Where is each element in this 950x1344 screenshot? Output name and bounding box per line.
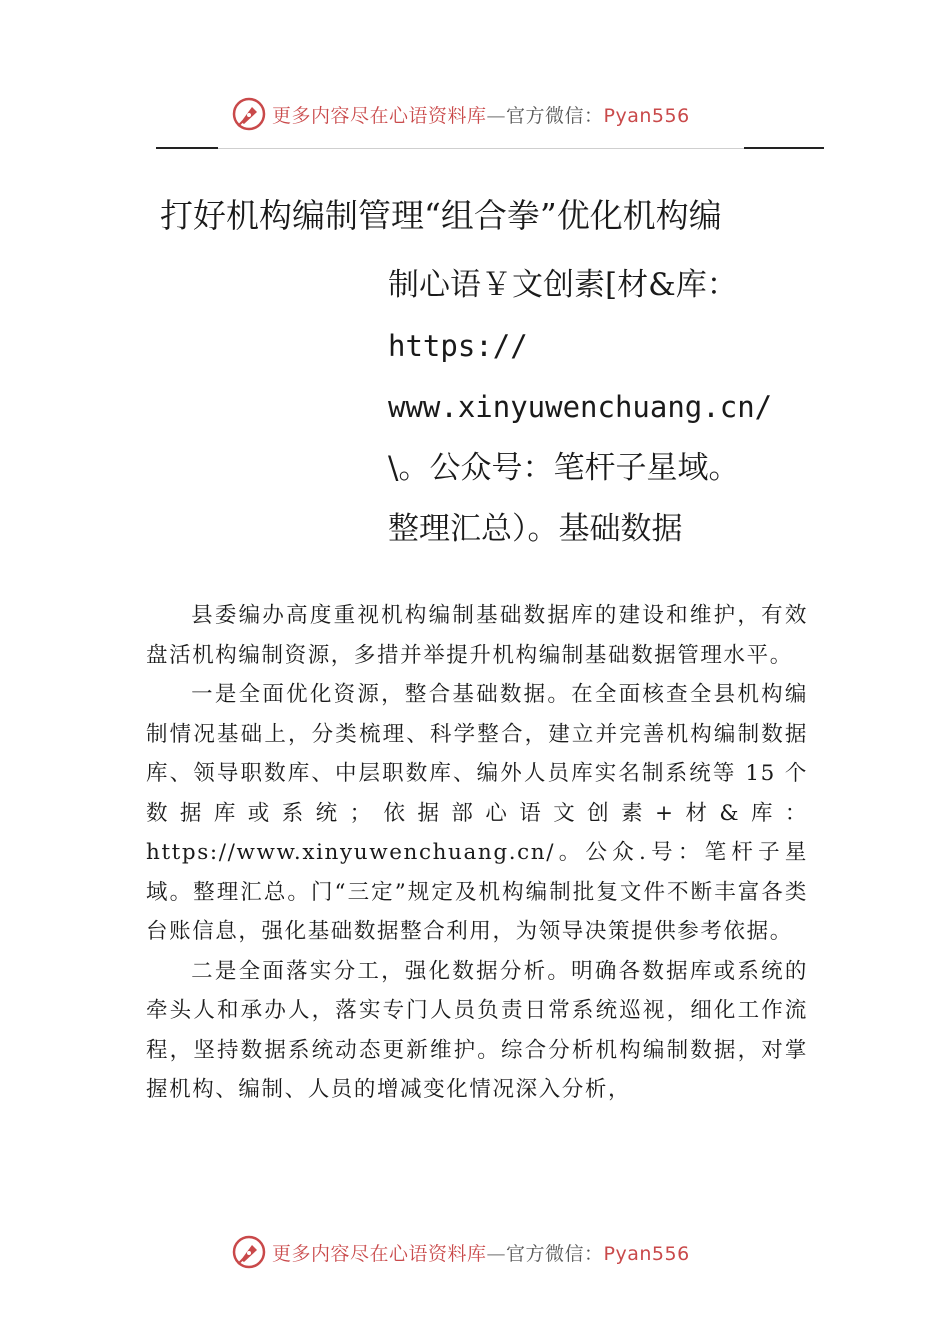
document-body xyxy=(146,596,808,1110)
banner-main-text: 更多内容尽在心语资料库 xyxy=(272,1242,487,1265)
banner-wechat-label: 官方微信： xyxy=(506,104,604,127)
banner-text xyxy=(272,101,690,128)
document-title-continuation xyxy=(388,255,808,560)
paragraph-point-two: 二是全面落实分工，强化数据分析。明确各数据库或系统的牵头人和承办人，落实专门人员负责日常系统巡视，细化工作流程，坚持数据系统动态更新维护。综合分析机构编制数据，对掌握机构、编制、人员的增减变化情况深入分析， xyxy=(146,958,808,1102)
document-title: 打好机构编制管理“组合拳”优化机构编 xyxy=(160,196,722,235)
title-line-5: \。公众号：笔杆子星域。 xyxy=(388,450,740,486)
title-line-3: https:// xyxy=(388,329,528,363)
banner-wechat-label: 官方微信： xyxy=(506,1242,604,1265)
banner-text xyxy=(272,1239,690,1266)
title-line-6: 整理汇总）。基础数据 xyxy=(388,511,683,547)
footer-banner xyxy=(232,1232,732,1272)
pen-nib-logo-icon xyxy=(232,1235,266,1269)
pen-nib-logo-icon xyxy=(232,97,266,131)
header-rule-left xyxy=(156,147,218,149)
header-rule-right xyxy=(744,147,824,149)
banner-wechat-id: Pyan556 xyxy=(603,104,690,127)
header-banner xyxy=(232,94,732,134)
banner-main-text: 更多内容尽在心语资料库 xyxy=(272,104,487,127)
banner-wechat-id: Pyan556 xyxy=(603,1242,690,1265)
banner-separator: — xyxy=(486,1242,507,1265)
paragraph-intro: 县委编办高度重视机构编制基础数据库的建设和维护，有效盘活机构编制资源，多措并举提升机构编制基础数据管理水平。 xyxy=(146,603,808,668)
title-line-2: 制心语￥文创素[材&库： xyxy=(388,267,738,303)
paragraph-point-one: 一是全面优化资源，整合基础数据。在全面核查全县机构编制情况基础上，分类梳理、科学整合，建立并完善机构编制数据库、领导职数库、中层职数库、编外人员库实名制系统等 15 个数据库或系统；依据部心语文创素+材&库：https://www.xinyuwenchuang.cn/。公众.号：笔杆子星域。整理汇总。门“三定”规定及机构编制批复文件不断丰富各类台账信息，强化基础数据整合利用，为领导决策提供参考依据。 xyxy=(146,682,808,944)
banner-separator: — xyxy=(486,104,507,127)
header-rule-middle xyxy=(218,148,744,149)
title-line-4: www.xinyuwenchuang.cn/ xyxy=(388,390,773,424)
